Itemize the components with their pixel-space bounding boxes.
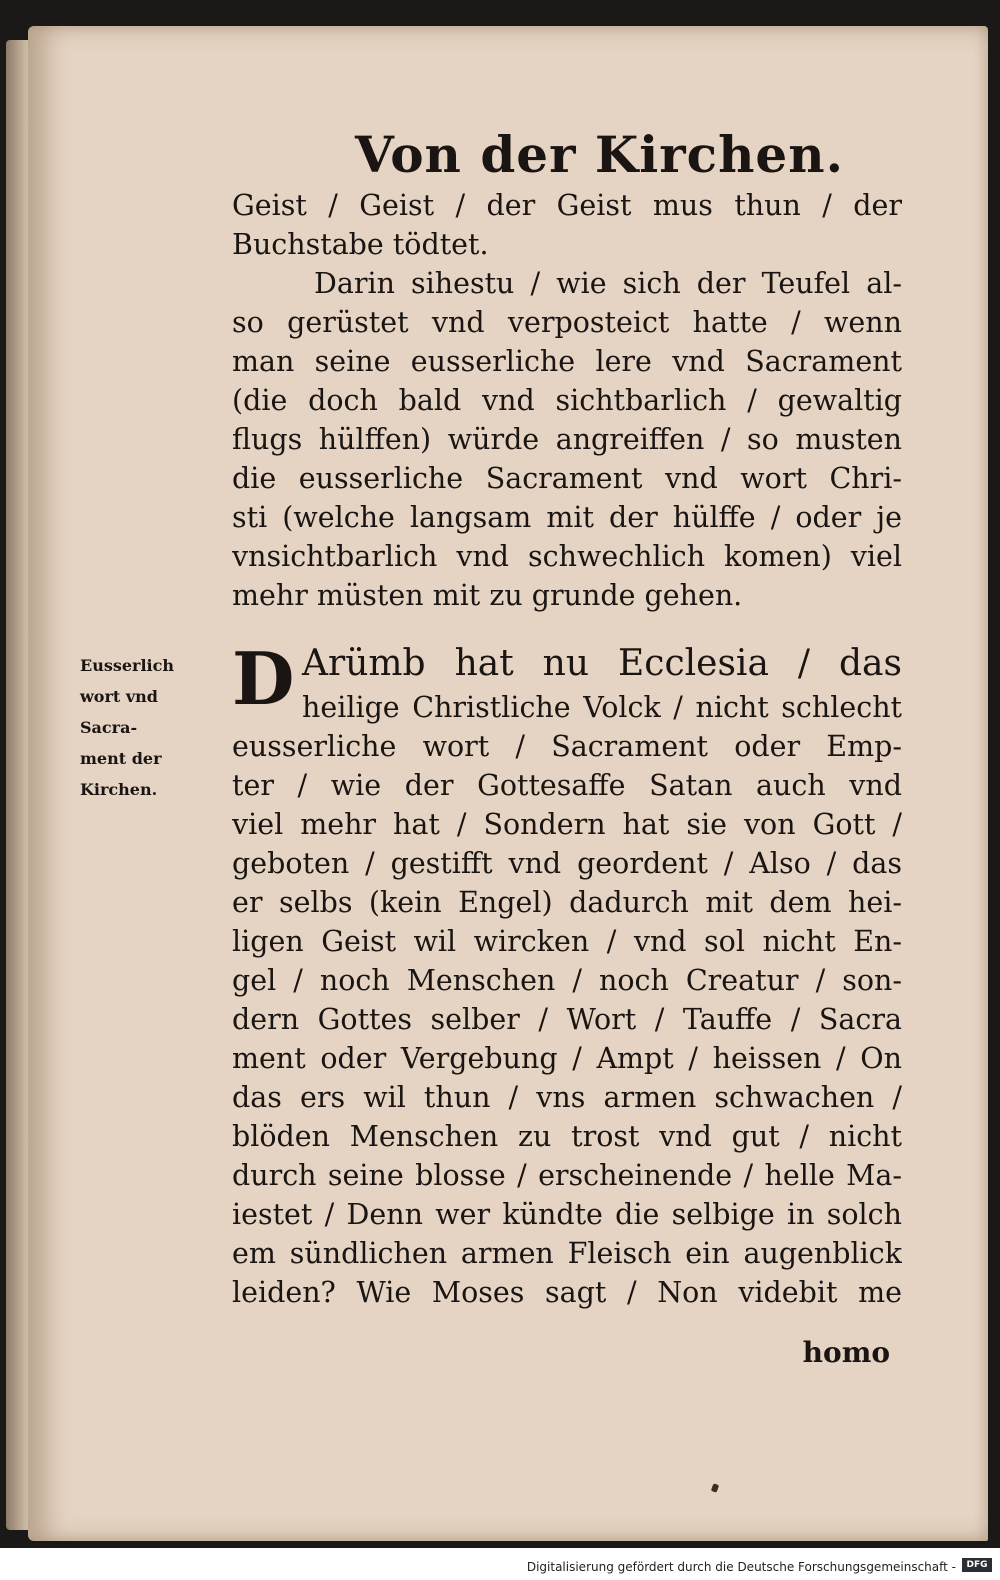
text-line: (die doch bald vnd sichtbarlich / gewaltig (232, 384, 902, 417)
text-line: iestet / Denn wer kündte die selbige in solch (232, 1198, 902, 1231)
text-line: Buchstabe tödtet. (232, 228, 489, 261)
marginal-line: ment der (80, 749, 162, 768)
marginal-note (80, 650, 220, 805)
text-line: Geist / Geist / der Geist mus thun / der (232, 189, 902, 222)
paragraph-1 (232, 186, 902, 615)
drop-initial: D (232, 636, 295, 721)
text-line: die eusserliche Sacrament vnd wort Chri- (232, 462, 902, 495)
text-line: vnsichtbarlich vnd schwechlich komen) viel (232, 540, 902, 573)
catchword: homo (802, 1336, 890, 1369)
text-line: er selbs (kein Engel) dadurch mit dem hei- (232, 886, 902, 919)
marginal-line: Kirchen. (80, 780, 158, 799)
dfg-logo: DFG (962, 1558, 992, 1572)
text-line: ligen Geist wil wircken / vnd sol nicht En- (232, 925, 902, 958)
text-line: das ers wil thun / vns armen schwachen / (232, 1081, 902, 1114)
paragraph-2 (232, 636, 902, 1312)
text-line: geboten / gestifft vnd geordent / Also / das (232, 847, 902, 880)
text-line: viel mehr hat / Sondern hat sie von Gott / (232, 808, 902, 841)
text-line: man seine eusserliche lere vnd Sacrament (232, 345, 902, 378)
text-line: Darin sihestu / wie sich der Teufel al- (314, 267, 902, 300)
text-line: blöden Menschen zu trost vnd gut / nicht (232, 1120, 902, 1153)
marginal-line: Eusserlich (80, 656, 174, 675)
text-line: eusserliche wort / Sacrament oder Emp- (232, 730, 902, 763)
text-line: durch seine blosse / erscheinende / helle Ma- (232, 1159, 902, 1192)
funding-credit: Digitalisierung gefördert durch die Deutsche Forschungsgemeinschaft - (526, 1560, 956, 1574)
marginal-line: Sacra- (80, 718, 138, 737)
text-line: mehr müsten mit zu grunde gehen. (232, 579, 743, 612)
text-line: sti (welche langsam mit der hülffe / oder je (232, 501, 902, 534)
text-line: gel / noch Menschen / noch Creatur / son- (232, 964, 902, 997)
running-head: Von der Kirchen. (355, 125, 844, 184)
text-line: heilige Christliche Volck / nicht schlecht (302, 691, 902, 724)
text-line: Arümb hat nu Ecclesia / das (302, 643, 902, 684)
text-line: flugs hülffen) würde angreiffen / so musten (232, 423, 902, 456)
footer-bar (0, 1548, 1000, 1580)
text-line: so gerüstet vnd verposteict hatte / wenn (232, 306, 902, 339)
text-line: em sündlichen armen Fleisch ein augenblick (232, 1237, 902, 1270)
text-line: ter / wie der Gottesaffe Satan auch vnd (232, 769, 902, 802)
text-line: leiden? Wie Moses sagt / Non videbit me (232, 1276, 902, 1309)
text-line: ment oder Vergebung / Ampt / heissen / On (232, 1042, 902, 1075)
marginal-line: wort vnd (80, 687, 158, 706)
text-line: dern Gottes selber / Wort / Tauffe / Sacra (232, 1003, 902, 1036)
